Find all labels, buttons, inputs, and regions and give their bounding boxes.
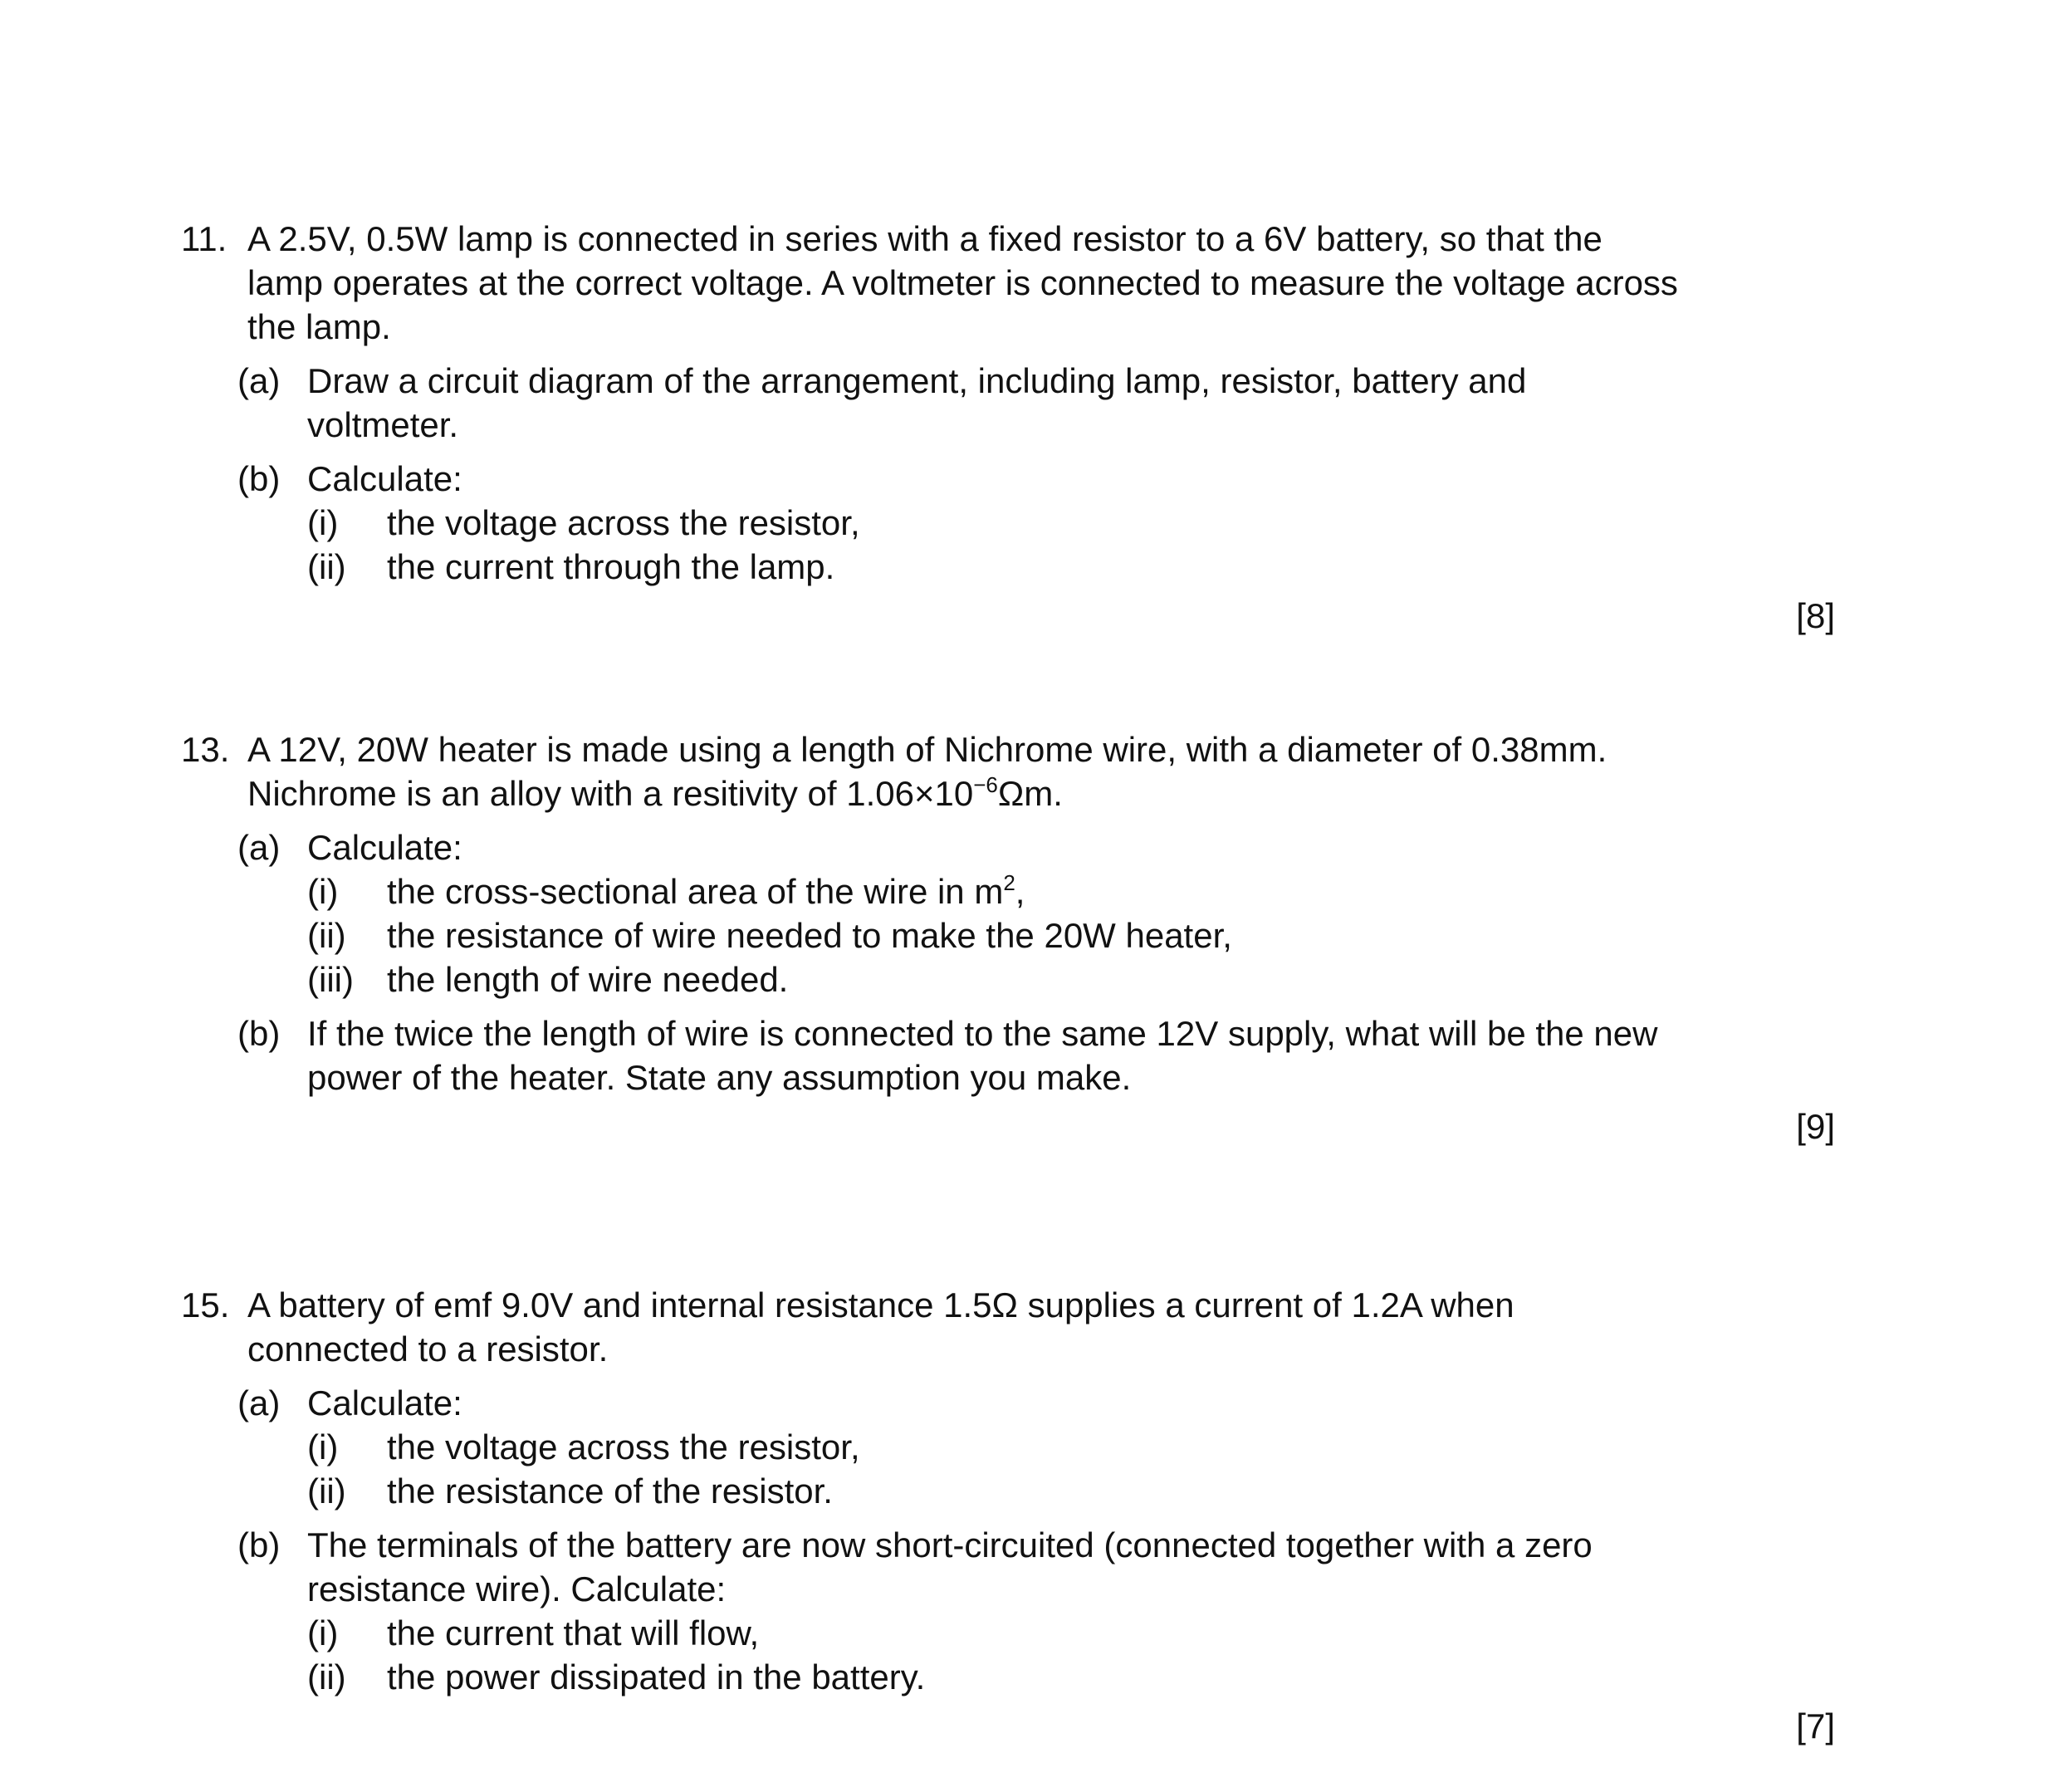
question-number: 11. bbox=[181, 219, 228, 258]
marks-row bbox=[0, 1104, 2060, 1148]
subpart bbox=[0, 1425, 2060, 1469]
question-13 bbox=[0, 727, 2060, 1148]
question-stem-line bbox=[0, 1283, 2060, 1327]
question-text: A 12V, 20W heater is made using a length of Nichrome wire, with a diameter of 0.38mm. bbox=[247, 730, 1607, 769]
question-text: A battery of emf 9.0V and internal resistance 1.5Ω supplies a current of 1.2A when bbox=[247, 1285, 1514, 1324]
subpart-label: (i) bbox=[307, 1613, 339, 1652]
part-label: (b) bbox=[237, 1014, 281, 1053]
subpart bbox=[0, 1469, 2060, 1513]
subpart-text: the resistance of wire needed to make the 20W heater, bbox=[387, 916, 1232, 955]
question-stem-line bbox=[0, 1327, 2060, 1371]
subpart-text: the current through the lamp. bbox=[387, 547, 835, 586]
marks: [8] bbox=[1796, 596, 1835, 635]
subpart-text: the resistance of the resistor. bbox=[387, 1471, 833, 1510]
part-text: power of the heater. State any assumption you make. bbox=[307, 1058, 1132, 1097]
part-label: (a) bbox=[237, 828, 281, 867]
subpart-text: the current that will flow, bbox=[387, 1613, 760, 1652]
question-stem-line bbox=[0, 305, 2060, 349]
marks: [7] bbox=[1796, 1706, 1835, 1745]
part-text: Calculate: bbox=[307, 459, 462, 498]
question-number: 15. bbox=[181, 1285, 230, 1324]
part-label: (b) bbox=[237, 459, 281, 498]
question-text: Nichrome is an alloy with a resitivity of 1.06×10 bbox=[247, 774, 974, 813]
part-b bbox=[0, 457, 2060, 501]
subpart-label: (i) bbox=[307, 872, 339, 911]
part-text: Draw a circuit diagram of the arrangement, including lamp, resistor, battery and bbox=[307, 361, 1527, 400]
part-text: Calculate: bbox=[307, 828, 462, 867]
subpart-text: the length of wire needed. bbox=[387, 960, 789, 999]
question-stem-line bbox=[0, 261, 2060, 305]
question-11 bbox=[0, 217, 2060, 638]
marks: [9] bbox=[1796, 1107, 1835, 1146]
part-b-continued bbox=[0, 1567, 2060, 1611]
subpart-text-with-superscript bbox=[387, 869, 1025, 913]
question-stem-line bbox=[0, 217, 2060, 261]
part-a bbox=[0, 825, 2060, 869]
unit: Ωm. bbox=[997, 774, 1063, 813]
subpart-text: the voltage across the resistor, bbox=[387, 1427, 860, 1466]
question-text: A 2.5V, 0.5W lamp is connected in series with a fixed resistor to a 6V battery, so that the bbox=[247, 219, 1602, 258]
part-text: If the twice the length of wire is connected to the same 12V supply, what will be the new bbox=[307, 1014, 1658, 1053]
subpart-label: (iii) bbox=[307, 960, 354, 999]
subpart-label: (ii) bbox=[307, 916, 346, 955]
part-text: resistance wire). Calculate: bbox=[307, 1569, 727, 1608]
subpart-label: (i) bbox=[307, 503, 339, 542]
subpart-label: (i) bbox=[307, 1427, 339, 1466]
subpart-label: (ii) bbox=[307, 547, 346, 586]
part-a-continued bbox=[0, 403, 2060, 447]
part-text: Calculate: bbox=[307, 1383, 462, 1422]
part-a bbox=[0, 359, 2060, 403]
punctuation: , bbox=[1015, 872, 1025, 911]
question-text: connected to a resistor. bbox=[247, 1329, 609, 1368]
subpart bbox=[0, 501, 2060, 545]
superscript: 2 bbox=[1003, 870, 1015, 895]
part-label: (a) bbox=[237, 1383, 281, 1422]
subpart bbox=[0, 869, 2060, 913]
question-15 bbox=[0, 1283, 2060, 1748]
part-b bbox=[0, 1523, 2060, 1567]
question-stem-line bbox=[0, 727, 2060, 771]
question-text: the lamp. bbox=[247, 307, 391, 346]
subpart-text: the cross-sectional area of the wire in m bbox=[387, 872, 1004, 911]
exponent: −6 bbox=[973, 772, 998, 797]
part-label: (a) bbox=[237, 361, 281, 400]
subpart-label: (ii) bbox=[307, 1471, 346, 1510]
part-text: voltmeter. bbox=[307, 405, 459, 444]
subpart bbox=[0, 1655, 2060, 1699]
question-number: 13. bbox=[181, 730, 230, 769]
question-stem-line bbox=[0, 771, 2060, 815]
subpart bbox=[0, 545, 2060, 589]
subpart-text: the power dissipated in the battery. bbox=[387, 1657, 926, 1697]
subpart bbox=[0, 913, 2060, 957]
subpart bbox=[0, 1611, 2060, 1655]
subpart bbox=[0, 957, 2060, 1001]
part-b-continued bbox=[0, 1055, 2060, 1099]
marks-row bbox=[0, 594, 2060, 638]
part-a bbox=[0, 1381, 2060, 1425]
part-b bbox=[0, 1011, 2060, 1055]
part-label: (b) bbox=[237, 1525, 281, 1564]
question-text-with-exponent bbox=[247, 771, 1063, 815]
subpart-text: the voltage across the resistor, bbox=[387, 503, 860, 542]
subpart-label: (ii) bbox=[307, 1657, 346, 1697]
question-text: lamp operates at the correct voltage. A voltmeter is connected to measure the voltage across bbox=[247, 263, 1678, 302]
part-text: The terminals of the battery are now short-circuited (connected together with a zero bbox=[307, 1525, 1593, 1564]
marks-row bbox=[0, 1704, 2060, 1748]
